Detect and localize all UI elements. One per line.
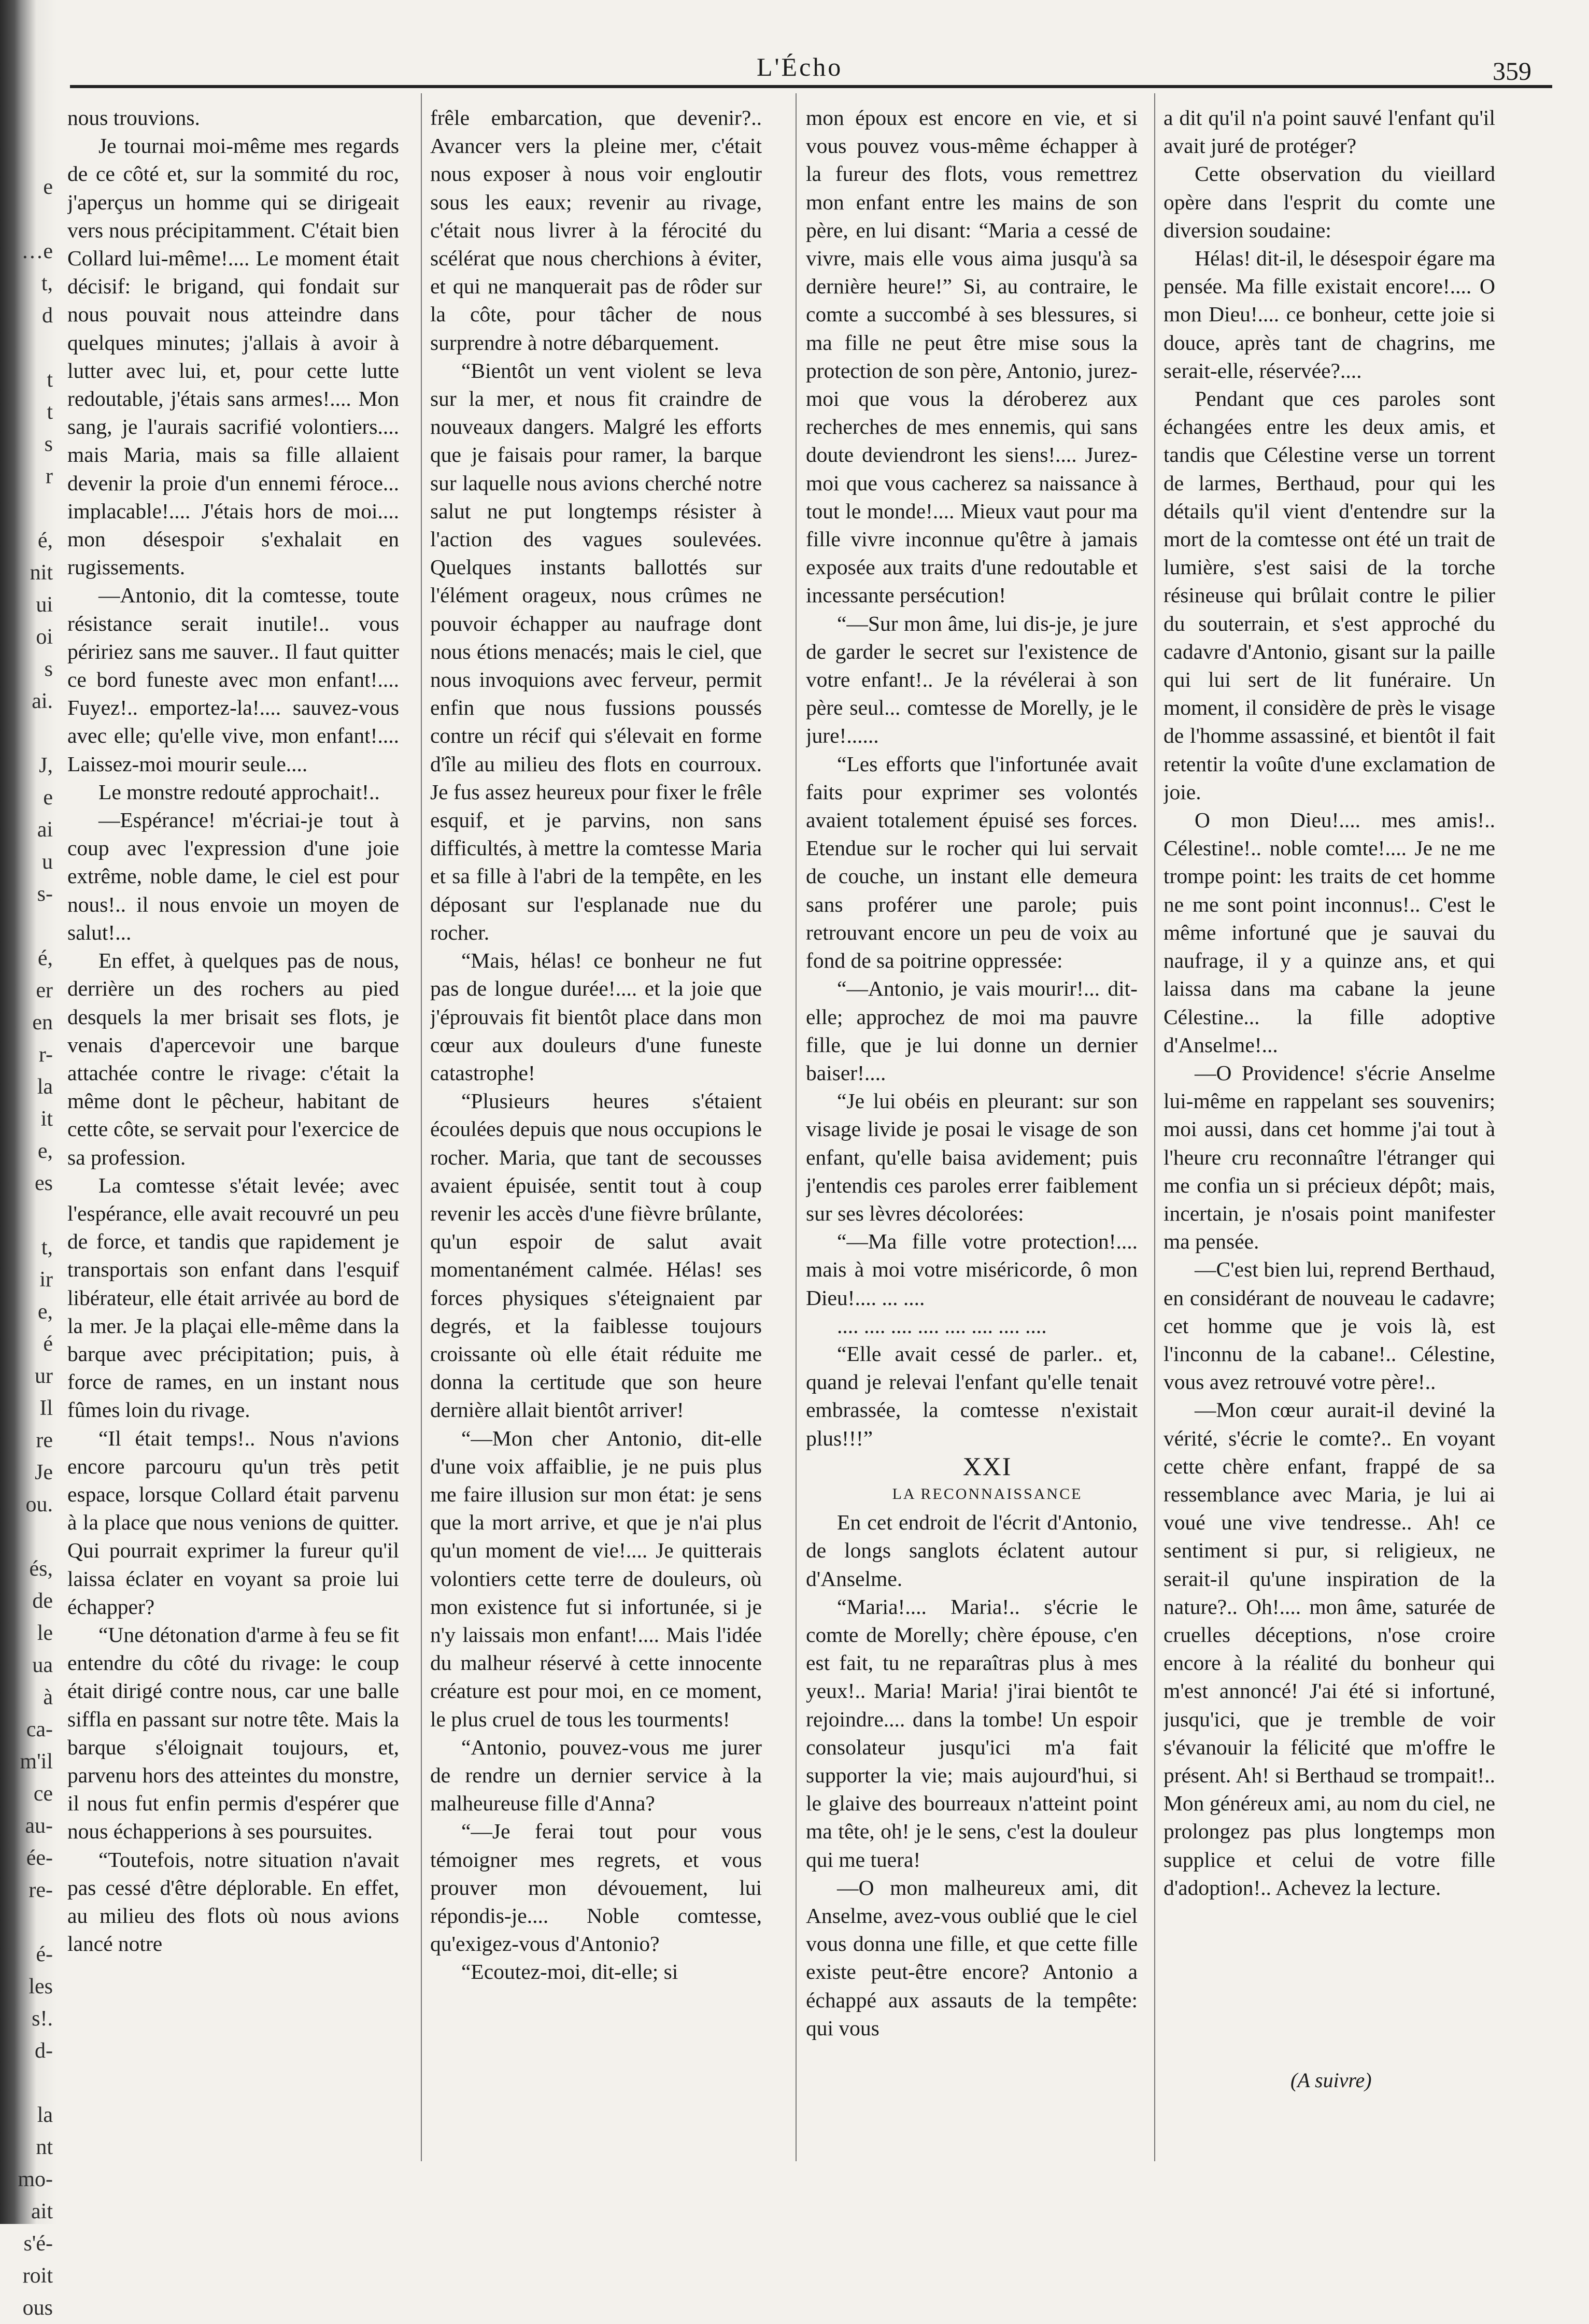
paragraph: Pendant que ces paroles sont échangées entre les deux amis, et tandis que Célestine verse un torrent de larmes, Berthaud, pour qui les détails qu'il vient d'entendre sur la mort de la comtesse ont été un trait de lumière, s'est saisi de la torche résineuse qui brûlait contre le pilier du souterrain, et s'est approché du cadavre d'Antonio, gisant sur la paille qui lui sert de lit funéraire. Un moment, il considère de près le visage de l'homme assassiné, et bientôt il fait retentir la voûte d'une exclamation de joie. bbox=[1164, 387, 1495, 804]
margin-fragment bbox=[3, 717, 53, 749]
paragraph: “Je lui obéis en pleurant: sur son visage livide je posai le visage de son enfant, qu'elle baisa avidement; puis j'entendis ces paroles errer faiblement sur ses lèvres décolorées: bbox=[806, 1089, 1138, 1225]
margin-fragment: nt bbox=[36, 2135, 53, 2159]
margin-fragment: ou. bbox=[25, 1493, 53, 1517]
margin-fragment: à bbox=[43, 1685, 53, 1709]
margin-fragment: és, bbox=[29, 1557, 53, 1581]
margin-fragment: ous bbox=[22, 2296, 53, 2320]
margin-fragment: e bbox=[43, 786, 53, 810]
margin-fragment: …e bbox=[21, 239, 53, 263]
margin-fragment: es bbox=[35, 1171, 53, 1195]
margin-fragment: é, bbox=[37, 529, 53, 552]
margin-fragment: roit bbox=[22, 2264, 53, 2288]
margin-fragment: ai. bbox=[32, 689, 53, 713]
paragraph: “—Mon cher Antonio, dit-elle d'une voix affaiblie, je ne puis plus me faire illusion sur mon état: je sens que la mort arrive, et que je n'ai plus qu'un moment de vie!.... Je quitterais volontiers cette terre de douleurs, où mon existence fut si infortunée, si je n'y laissais mon enfant!.... Mais l'idée du malheur réservé à cette innocente créature est pour moi, en ce moment, le plus cruel de tous les tourments! bbox=[430, 1426, 762, 1731]
margin-fragment: ée- bbox=[26, 1846, 53, 1870]
paragraph: “Les efforts que l'infortunée avait faits pour exprimer ses volontés avaient totalement épuisé ses forces. Etendue sur le rocher qui lui servait de couche, un instant elle demeura sans proférer une parole; puis retrouvant encore un peu de voix au fond de sa poitrine oppressée: bbox=[806, 752, 1138, 973]
margin-fragment bbox=[3, 332, 53, 364]
margin-fragment: Je bbox=[35, 1461, 53, 1484]
text-column-2 bbox=[430, 104, 762, 2166]
text-column-4 bbox=[1164, 104, 1495, 2166]
margin-fragment: s bbox=[44, 432, 53, 456]
margin-fragment: ui bbox=[36, 593, 53, 617]
margin-fragment: de bbox=[32, 1589, 53, 1613]
margin-fragment: Il bbox=[39, 1396, 53, 1420]
margin-fragments bbox=[3, 171, 53, 2324]
margin-fragment: re bbox=[36, 1428, 53, 1452]
paragraph: —Mon cœur aurait-il deviné la vérité, s'écrie le comte?.. En voyant cette chère enfant, frappé de sa ressemblance avec Maria, je lui ai voué une vive tendresse.. Ah! ce sentiment si pur, si religieux, ne serait-il qu'une inspiration de la nature?.. Oh!.... mon âme, saturée de cruelles déceptions, n'ose croire encore à la réalité du bonheur qui m'est annoncé! J'ai été si infortuné, jusqu'ici, que je tremble de voir s'évanouir la félicité que m'offre le présent. Ah! si Berthaud se trompait!.. Mon généreux ami, au nom du ciel, ne prolongez pas plus longtemps mon supplice et celui de votre fille d'adoption!.. Achevez la lecture. bbox=[1164, 1398, 1495, 1900]
paragraph: “—Je ferai tout pour vous témoigner mes regrets, et vous prouver mon dévouement, lui répondis-je.... Noble comtesse, qu'exigez-vous d'Antonio? bbox=[430, 1819, 762, 1956]
header-rule bbox=[70, 85, 1552, 88]
margin-fragment: é bbox=[43, 1332, 53, 1356]
margin-fragment: mo- bbox=[18, 2167, 53, 2191]
margin-fragment: e, bbox=[37, 1139, 53, 1163]
margin-fragment: m'il bbox=[20, 1750, 53, 1774]
column-rule bbox=[1154, 93, 1155, 2161]
paragraph: “Bientôt un vent violent se leva sur la mer, et nous fit craindre de nouveaux dangers. Malgré les efforts que je faisais pour ramer, la barque sur laquelle nous avions cherché notre salut ne put longtemps résister à l'action des vagues soulevées. Quelques instants ballottés sur l'élément orageux, nous crûmes ne pouvoir échapper au naufrage dont nous étions menacés; mais le ciel, que nous invoquions avec ferveur, permit enfin que nous fussions poussés contre un récif qui s'élevait en forme d'île au milieu des flots en courroux. Je fus assez heureux pour fixer le frêle esquif, et je parvins, non sans difficultés, à mettre la comtesse Maria et sa fille à l'abri de la tempête, en les déposant sur l'esplanade nue du rocher. bbox=[430, 358, 762, 944]
column-rule bbox=[421, 93, 422, 2161]
margin-fragment: é- bbox=[36, 1943, 53, 1966]
page-number: 359 bbox=[1493, 56, 1531, 86]
paragraph: “Une détonation d'arme à feu se fit entendre du côté du rivage: le coup était dirigé contre nous, car une balle siffla en passant sur notre tête. Mais la barque s'éloignait toujours, et, parvenu hors des atteintes du monstre, il nous fut enfin permis d'espérer que nous échapperions à ses poursuites. bbox=[67, 1622, 399, 1844]
margin-fragment: en bbox=[32, 1011, 53, 1035]
column-rule bbox=[796, 93, 797, 2161]
margin-fragment: les bbox=[29, 1975, 53, 1999]
margin-fragment: é, bbox=[37, 946, 53, 970]
margin-fragment: s'é- bbox=[23, 2232, 53, 2256]
margin-fragment: t bbox=[47, 368, 53, 392]
margin-fragment: t, bbox=[41, 272, 53, 295]
paragraph: “—Sur mon âme, lui dis-je, je jure de garder le secret sur l'existence de votre enfant!.. Je la révélerai à son père seul... comtesse de Morelly, je le jure!...... bbox=[806, 611, 1138, 748]
paragraph: “Toutefois, notre situation n'avait pas cessé d'être déplorable. En effet, au milieu des flots où nous avions lancé notre bbox=[67, 1847, 399, 1956]
margin-fragment bbox=[3, 203, 53, 235]
paragraph: “—Ma fille votre protection!.... mais à moi votre miséricorde, ô mon Dieu!.... ... .... bbox=[806, 1229, 1138, 1310]
paragraph: “Il était temps!.. Nous n'avions encore parcouru qu'un très petit espace, lorsque Collard était parvenu à la place que nous venions de quitter. Qui pourrait exprimer la fureur qu'il laissa éclater en voyant sa proie lui échapper? bbox=[67, 1426, 399, 1619]
paragraph: —C'est bien lui, reprend Berthaud, en considérant de nouveau le cadavre; cet homme que je vois là, est l'inconnu de la cabane!.. Célestine, vous avez retrouvé votre père!.. bbox=[1164, 1257, 1495, 1394]
margin-fragment: e bbox=[43, 175, 53, 199]
margin-fragment bbox=[3, 492, 53, 525]
paragraph: frêle embarcation, que devenir?.. Avancer vers la pleine mer, c'était nous exposer à nous voir engloutir sous les eaux; revenir au rivage, c'était nous livrer à la férocité du scélérat que nous cherchions à éviter, et qui ne manquerait pas de rôder sur la côte, pour tâcher de nous surprendre à notre débarquement. bbox=[430, 106, 762, 355]
margin-fragment bbox=[3, 1199, 53, 1231]
paragraph: En cet endroit de l'écrit d'Antonio, de longs sanglots éclatent autour d'Anselme. bbox=[806, 1510, 1138, 1591]
paragraph: “—Antonio, je vais mourir!... dit-elle; approchez de moi ma pauvre fille, que je lui donne un dernier baiser!.... bbox=[806, 976, 1138, 1085]
text-column-3 bbox=[806, 104, 1138, 2166]
margin-fragment: ait bbox=[31, 2200, 53, 2223]
margin-fragment: le bbox=[37, 1621, 53, 1645]
paragraph: Je tournai moi-même mes regards de ce côté et, sur la sommité du roc, j'aperçus un homme qui se dirigeait vers nous précipitamment. C'était bien Collard lui-même!.... Le moment était décisif: le brigand, qui fondait sur nous pouvait nous atteindre dans quelques minutes; j'allais à avoir à lutter avec lui, et, pour cette lutte redoutable, j'étais sans armes!.... Mon sang, je l'aurais sacrifié volontiers.... mais Maria, mais sa fille allaient devenir la proie d'un ennemi féroce... implacable!.... J'étais hors de moi.... mon désespoir s'exhalait en rugissements. bbox=[67, 134, 399, 579]
paragraph: “Mais, hélas! ce bonheur ne fut pas de longue durée!.... et la joie que j'éprouvais fit bientôt place dans mon cœur aux douleurs d'une funeste catastrophe! bbox=[430, 948, 762, 1085]
paragraph: mon époux est encore en vie, et si vous pouvez vous-même échapper à la fureur des flots, vous remettrez mon enfant entre les mains de son père, en lui disant: “Maria a cessé de vivre, mais elle vous aima jusqu'à sa dernière heure!” Si, au contraire, le comte a succombé à ses blessures, si ma fille ne peut être mise sous la protection de son père, Antonio, jurez-moi que vous la déroberez aux recherches de mes ennemis, qui sans doute deviendront les siens!.... Jurez-moi que vous cacherez sa naissance à tout le monde!.... Mieux vaut pour ma fille vivre inconnue qu'être à jamais exposée aux traits d'une redoutable et incessante persécution! bbox=[806, 106, 1138, 607]
paragraph: —O mon malheureux ami, dit Anselme, avez-vous oublié que le ciel vous donna une fille, et que cette fille existe peut-être encore? Antonio a échappé aux assauts de la tempête: qui vous bbox=[806, 1875, 1138, 2040]
paragraph: —Espérance! m'écriai-je tout à coup avec l'expression d'une joie extrême, noble dame, le ciel est pour nous!.. il nous envoie un moyen de salut!... bbox=[67, 808, 399, 944]
margin-fragment: s- bbox=[37, 882, 53, 906]
paragraph: O mon Dieu!.... mes amis!.. Célestine!.. noble comte!.... Je ne me trompe point: les traits de cet homme ne me sont point inconnus!.. C'est le même infortuné que je sauvai du naufrage, il y a quinze ans, et qui laissa dans ma cabane la jeune Célestine... la fille adoptive d'Anselme!... bbox=[1164, 808, 1495, 1057]
paragraph: Le monstre redouté approchait!.. bbox=[98, 780, 380, 804]
newspaper-title: L'Écho bbox=[757, 52, 843, 81]
margin-fragment: ce bbox=[33, 1782, 53, 1806]
paragraph: La comtesse s'était levée; avec l'espérance, elle avait recouvré un peu de force, et tandis que rapidement je transportais son enfant dans l'esquif libérateur, elle était arrivée au bord de la mer. Je la plaçai elle-même dans la barque avec précipitation; puis, à force de rames, en un instant nous fûmes loin du rivage. bbox=[67, 1173, 399, 1422]
margin-fragment: t bbox=[47, 400, 53, 424]
paragraph: “Plusieurs heures s'étaient écoulées depuis que nous occupions le rocher. Maria, que tant de secousses avaient épuisée, sentit tout à coup revenir les accès d'une fièvre brûlante, qu'un espoir de salut avait momentanément calmée. Hélas! ses forces physiques s'éteignaient par degrés, et la faiblesse toujours croissante où elle était réduite me donna la certitude que son heure dernière allait bientôt arriver! bbox=[430, 1089, 762, 1422]
margin-fragment: la bbox=[37, 2103, 53, 2127]
margin-fragment bbox=[3, 1521, 53, 1553]
chapter-title: LA RECONNAISSANCE bbox=[892, 1485, 1083, 1503]
margin-fragment: la bbox=[37, 1075, 53, 1099]
margin-fragment: s bbox=[44, 657, 53, 681]
margin-fragment: t, bbox=[41, 1236, 53, 1259]
margin-fragment: u bbox=[42, 850, 53, 874]
margin-fragment: ai bbox=[37, 818, 53, 842]
margin-fragment: ca- bbox=[26, 1718, 53, 1741]
paragraph: “Ecoutez-moi, dit-elle; si bbox=[461, 1960, 678, 1984]
margin-fragment: oi bbox=[36, 625, 53, 649]
text-column-1 bbox=[67, 104, 399, 2166]
paragraph: .... .... .... .... .... .... .... .... bbox=[837, 1313, 1047, 1338]
paragraph: —O Providence! s'écrie Anselme lui-même en rappelant ses souvenirs; moi aussi, dans cet homme j'ai tout à l'heure cru reconnaître l'étranger qui me confia un si précieux dépôt; mais, incertain, je n'osais point manifester ma pensée. bbox=[1164, 1060, 1495, 1254]
paragraph: Hélas! dit-il, le désespoir égare ma pensée. Ma fille existait encore!.... O mon Dieu!.... ce bonheur, cette joie si douce, après tant de chagrins, me serait-elle, réservée?.... bbox=[1164, 246, 1495, 382]
margin-fragment: r- bbox=[38, 1043, 53, 1067]
paragraph: —Antonio, dit la comtesse, toute résistance serait inutile!.. vous péririez sans me sauver.. Il faut quitter ce bord funeste avec mon enfant!.... Fuyez!.. emportez-la!.... sauvez-vous avec elle; qu'elle vive, mon enfant!.... Laissez-moi mourir seule.... bbox=[67, 583, 399, 776]
margin-fragment: au- bbox=[25, 1814, 53, 1838]
margin-fragment: ir bbox=[39, 1268, 53, 1292]
margin-fragment bbox=[3, 910, 53, 942]
paragraph: a dit qu'il n'a point sauvé l'enfant qu'il avait juré de protéger? bbox=[1164, 106, 1495, 158]
margin-fragment: d- bbox=[35, 2039, 53, 2063]
paragraph: “Maria!.... Maria!.. s'écrie le comte de Morelly; chère épouse, c'en est fait, tu ne reparaîtras plus à mes yeux!.. Maria! Maria! j'irai bientôt te rejoindre.... dans la tombe! Un espoir consolateur jusqu'ici m'a fait supporter la vie; mais aujourd'hui, si le glaive des bourreaux n'atteint point ma tête, oh! je le sens, c'est la douleur qui me tuera! bbox=[806, 1594, 1138, 1872]
margin-fragment: it bbox=[40, 1107, 53, 1131]
margin-fragment: re- bbox=[29, 1878, 53, 1902]
margin-fragment: er bbox=[36, 979, 53, 1002]
paragraph: nous trouvions. bbox=[67, 106, 200, 130]
paragraph: “Elle avait cessé de parler.. et, quand je relevai l'enfant qu'elle tenait embrassée, la comtesse n'existait plus!!!” bbox=[806, 1341, 1138, 1450]
margin-fragment: e, bbox=[37, 1300, 53, 1324]
to-be-continued-note: (A suivre) bbox=[1290, 2068, 1372, 2092]
margin-fragment: nit bbox=[30, 561, 53, 585]
margin-fragment: ua bbox=[32, 1653, 53, 1677]
chapter-number: XXI bbox=[962, 1451, 1012, 1481]
binding-gutter bbox=[0, 0, 57, 2320]
paragraph: En effet, à quelques pas de nous, derrière un des rochers au pied desquels la mer brisait ses flots, je venais d'apercevoir une barque attachée contre le rivage: c'était la même dont le pêcheur, habitant de cette côte, se servait pour l'exercice de sa profession. bbox=[67, 948, 399, 1169]
margin-fragment: d bbox=[42, 304, 53, 328]
margin-fragment bbox=[3, 2067, 53, 2099]
margin-fragment bbox=[3, 1906, 53, 1938]
margin-fragment: J, bbox=[39, 754, 53, 777]
margin-fragment: r bbox=[46, 464, 53, 488]
margin-fragment: s!. bbox=[32, 2007, 53, 2031]
paragraph: Cette observation du vieillard opère dans l'esprit du comte une diversion soudaine: bbox=[1164, 162, 1495, 242]
paragraph: “Antonio, pouvez-vous me jurer de rendre un dernier service à la malheureuse fille d'Anna? bbox=[430, 1735, 762, 1816]
margin-fragment: ur bbox=[35, 1364, 53, 1388]
